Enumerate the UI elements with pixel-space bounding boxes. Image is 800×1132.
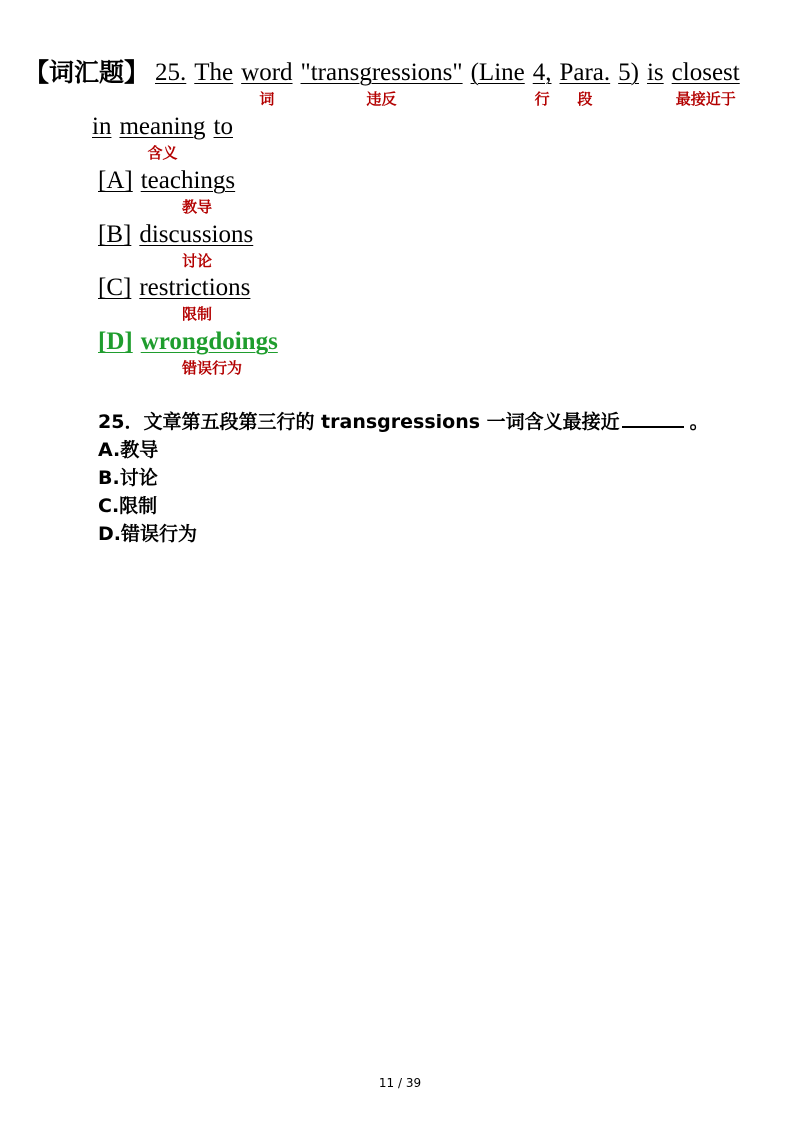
option-gloss: 讨论 xyxy=(182,252,213,270)
option-row xyxy=(98,220,253,250)
page-number: 11 / 39 xyxy=(378,1076,422,1090)
answer-blank xyxy=(622,408,684,428)
question-words-line-2 xyxy=(92,112,233,162)
word-segment xyxy=(533,58,552,108)
chinese-gloss: 含义 xyxy=(147,144,178,162)
word-gap xyxy=(186,58,194,108)
chinese-choice-b: B.讨论 xyxy=(98,467,158,489)
word-gap xyxy=(111,112,119,162)
option-letter: [D] xyxy=(98,328,133,355)
english-word: The xyxy=(194,59,234,86)
word-gap xyxy=(131,220,139,250)
option-letter: [B] xyxy=(98,221,132,248)
option-text: teachings xyxy=(140,167,236,194)
chinese-translation xyxy=(98,408,709,548)
word-segment xyxy=(471,58,525,108)
option-letter: [A] xyxy=(98,167,133,194)
word-gap xyxy=(131,273,139,303)
option-gloss: 限制 xyxy=(182,305,213,323)
chinese-gloss: 违反 xyxy=(366,90,397,108)
english-word: is xyxy=(646,59,664,86)
english-word: Para. xyxy=(559,59,611,86)
option-row xyxy=(98,273,250,303)
chinese-choice-d: D.错误行为 xyxy=(98,523,197,545)
option-b xyxy=(98,220,253,270)
option-d xyxy=(98,327,278,377)
english-word: in xyxy=(92,113,112,140)
chinese-choice-c: C.限制 xyxy=(98,495,158,517)
chinese-gloss: 最接近于 xyxy=(675,90,736,108)
word-segment xyxy=(301,58,463,108)
english-word: 25. xyxy=(155,59,187,86)
word-segment xyxy=(559,58,610,108)
option-row xyxy=(98,327,278,357)
english-word: 4, xyxy=(532,59,552,86)
question-line-1 xyxy=(24,58,740,108)
word-gap xyxy=(133,327,141,357)
question-words-line-1 xyxy=(155,58,740,108)
english-word: closest xyxy=(671,59,740,86)
chinese-question-stem xyxy=(98,408,709,436)
question-line-2 xyxy=(92,112,233,162)
chinese-choice-a: A.教导 xyxy=(98,439,159,461)
option-text: restrictions xyxy=(139,274,251,301)
word-segment xyxy=(119,112,205,162)
word-segment xyxy=(672,58,740,108)
option-gloss: 教导 xyxy=(182,198,213,216)
option-a xyxy=(98,166,235,216)
option-c xyxy=(98,273,250,323)
word-segment xyxy=(241,58,292,108)
word-gap xyxy=(206,112,214,162)
chinese-stem-text: 25．文章第五段第三行的 transgressions 一词含义最接近 xyxy=(98,411,620,433)
english-word: to xyxy=(213,113,233,140)
english-word: (Line xyxy=(470,59,525,86)
option-text: wrongdoings xyxy=(140,328,278,355)
word-gap xyxy=(133,166,141,196)
chinese-gloss: 词 xyxy=(259,90,275,108)
chinese-gloss: 行 xyxy=(534,90,550,108)
word-gap xyxy=(233,58,241,108)
english-word: word xyxy=(241,59,293,86)
word-segment xyxy=(194,58,233,108)
english-word: 5) xyxy=(618,59,639,86)
english-word: "transgressions" xyxy=(300,59,463,86)
question-type-tag: 【词汇题】 xyxy=(24,58,150,87)
word-segment xyxy=(92,112,111,162)
chinese-stem-end: 。 xyxy=(689,411,709,433)
option-letter: [C] xyxy=(98,274,132,301)
chinese-gloss: 段 xyxy=(577,90,593,108)
word-gap xyxy=(551,58,559,108)
option-text: discussions xyxy=(139,221,254,248)
english-word: meaning xyxy=(119,113,206,140)
word-segment xyxy=(214,112,233,162)
word-gap xyxy=(610,58,618,108)
word-gap xyxy=(664,58,672,108)
word-segment xyxy=(618,58,639,108)
word-gap xyxy=(293,58,301,108)
option-row xyxy=(98,166,235,196)
word-gap xyxy=(463,58,471,108)
word-gap xyxy=(525,58,533,108)
word-segment xyxy=(647,58,664,108)
word-gap xyxy=(639,58,647,108)
option-gloss: 错误行为 xyxy=(182,359,243,377)
word-segment xyxy=(155,58,186,108)
